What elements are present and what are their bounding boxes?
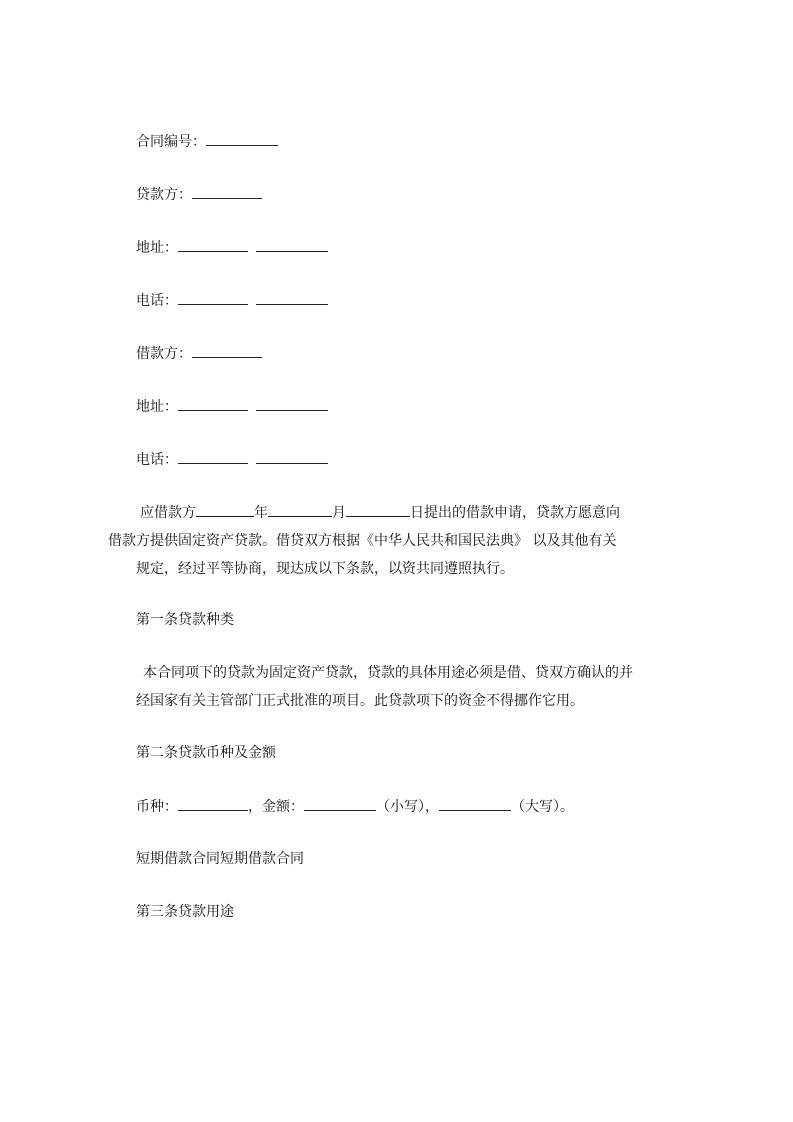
intro-line-3: 规定，经过平等协商，现达成以下条款，以资共同遵照执行。 (136, 561, 514, 577)
currency-blank[interactable] (178, 796, 248, 811)
article-3-title: 第三条贷款用途 (136, 904, 234, 920)
lender-phone-blank-1[interactable] (178, 290, 248, 305)
lender-address-label: 地址： (136, 240, 178, 256)
intro-text-rest: 日提出的借款申请，贷款方愿意向 (410, 505, 620, 521)
lender-blank[interactable] (192, 184, 262, 199)
intro-paragraph (105, 499, 717, 583)
borrower-phone-label: 电话： (136, 452, 178, 468)
currency-label: 币种： (136, 799, 178, 815)
amount-lower-blank[interactable] (304, 796, 376, 811)
intro-month-label: 月 (332, 505, 346, 521)
borrower-phone-blank-2[interactable] (256, 449, 328, 464)
borrower-phone-line (136, 449, 328, 470)
lender-line (136, 184, 262, 205)
lender-phone-label: 电话： (136, 293, 178, 309)
lender-phone-line (136, 290, 328, 311)
lender-phone-blank-2[interactable] (256, 290, 328, 305)
currency-amount-line (136, 796, 574, 817)
short-loan-text: 短期借款合同短期借款合同 (136, 851, 304, 867)
article-1-line-1: 本合同项下的贷款为固定资产贷款，贷款的具体用途必须是借、贷双方确认的并 (143, 665, 633, 681)
amount-lower-label: （小写）， (376, 799, 439, 815)
article-1-title: 第一条贷款种类 (136, 612, 234, 628)
lender-address-line (136, 237, 328, 258)
amount-label: ，金额： (248, 799, 304, 815)
borrower-blank[interactable] (192, 343, 262, 358)
contract-number-line (136, 131, 278, 152)
amount-upper-blank[interactable] (439, 796, 511, 811)
lender-address-blank-1[interactable] (178, 237, 248, 252)
intro-year-label: 年 (254, 505, 268, 521)
borrower-phone-blank-1[interactable] (178, 449, 248, 464)
borrower-label: 借款方： (136, 346, 192, 362)
borrower-address-blank-1[interactable] (178, 396, 248, 411)
borrower-line (136, 343, 262, 364)
article-1-line-2: 经国家有关主管部门正式批准的项目。此贷款项下的资金不得挪作它用。 (136, 693, 584, 709)
intro-text-start: 应借款方 (140, 505, 196, 521)
article-2-title: 第二条贷款币种及金额 (136, 745, 276, 761)
article-1-body (105, 659, 717, 715)
intro-blank-year[interactable] (196, 502, 254, 517)
intro-line-2: 借款方提供固定资产贷款。借贷双方根据《中华人民共和国民法典》 以及其他有关 (108, 533, 617, 549)
intro-blank-month[interactable] (268, 502, 332, 517)
lender-address-blank-2[interactable] (256, 237, 328, 252)
borrower-address-blank-2[interactable] (256, 396, 328, 411)
borrower-address-line (136, 396, 328, 417)
borrower-address-label: 地址： (136, 399, 178, 415)
contract-number-blank[interactable] (206, 131, 278, 146)
amount-upper-label: （大写）。 (511, 799, 574, 815)
lender-label: 贷款方： (136, 187, 192, 203)
contract-number-label: 合同编号： (136, 134, 206, 150)
intro-blank-day[interactable] (346, 502, 410, 517)
intro-line-1 (105, 499, 717, 527)
